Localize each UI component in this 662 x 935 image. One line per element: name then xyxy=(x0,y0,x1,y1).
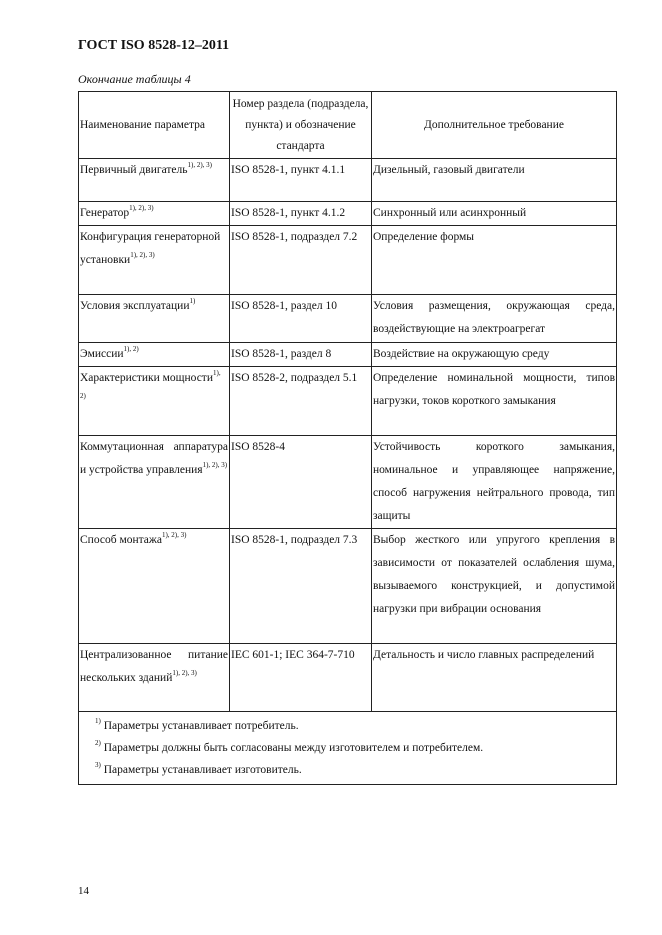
requirement-cell: Синхронный или асинхронный xyxy=(372,202,617,226)
footnote: $^{1)}$ Параметры устанавливает потребитель. xyxy=(95,717,299,732)
parameter-cell: Централизованное питание нескольких зданий$^{1), 2), 3)}$ xyxy=(79,644,230,712)
parameter-cell: Первичный двигатель$^{1), 2), 3)}$ xyxy=(79,159,230,202)
footnote: $^{2)}$ Параметры должны быть согласованы между изготовителем и потребителем. xyxy=(95,739,484,754)
parameter-cell: Конфигурация генераторной установки$^{1), 2), 3)}$ xyxy=(79,226,230,295)
table-row xyxy=(79,159,617,202)
column-header-parameter: Наименование параметра xyxy=(79,92,230,159)
footnote: $^{3)}$ Параметры устанавливает изготовитель. xyxy=(95,761,302,776)
requirement-cell: Дизельный, газовый двигатели xyxy=(372,159,617,202)
standard-cell: ISO 8528-1, пункт 4.1.2 xyxy=(230,202,372,226)
table-row xyxy=(79,202,617,226)
table-row xyxy=(79,226,617,295)
footnotes-cell xyxy=(79,712,617,785)
parameter-cell: Эмиссии$^{1), 2)}$ xyxy=(79,343,230,367)
parameter-cell: Характеристики мощности$^{1), 2)}$ xyxy=(79,367,230,436)
parameter-cell: Генератор$^{1), 2), 3)}$ xyxy=(79,202,230,226)
parameter-cell: Условия эксплуатации$^{1)}$ xyxy=(79,295,230,343)
table-caption: Окончание таблицы 4 xyxy=(78,72,191,86)
standard-cell: ISO 8528-4 xyxy=(230,436,372,529)
requirement-cell: Устойчивость короткого замыкания, номинальное и управляющее напряжение, способ нагружения нейтрального провода, тип защиты xyxy=(372,436,617,529)
table-row xyxy=(79,529,617,644)
page-number: 14 xyxy=(78,885,89,897)
document-header: ГОСТ ISO 8528-12–2011 xyxy=(78,38,230,53)
footnotes-row xyxy=(79,712,617,785)
requirement-cell: Воздействие на окружающую среду xyxy=(372,343,617,367)
requirement-cell: Условия размещения, окружающая среда, воздействующие на электроагрегат xyxy=(372,295,617,343)
standard-cell: ISO 8528-1, раздел 8 xyxy=(230,343,372,367)
table-row xyxy=(79,367,617,436)
requirement-cell: Детальность и число главных распределений xyxy=(372,644,617,712)
column-header-requirement: Дополнительное требование xyxy=(372,92,617,159)
table-row xyxy=(79,295,617,343)
standard-cell: ISO 8528-2, подраздел 5.1 xyxy=(230,367,372,436)
table-row xyxy=(79,644,617,712)
requirement-cell: Выбор жесткого или упругого крепления в зависимости от показателей ослабления шума, вызываемого конструкцией, и допустимой нагрузки при вибрации основания xyxy=(372,529,617,644)
requirement-cell: Определение номинальной мощности, типов нагрузки, токов короткого замыкания xyxy=(372,367,617,436)
requirement-cell: Определение формы xyxy=(372,226,617,295)
standard-cell: ISO 8528-1, раздел 10 xyxy=(230,295,372,343)
standard-cell: ISO 8528-1, подраздел 7.3 xyxy=(230,529,372,644)
parameter-cell: Коммутационная аппаратура и устройства управления$^{1), 2), 3)}$ xyxy=(79,436,230,529)
table-row xyxy=(79,343,617,367)
standard-cell: ISO 8528-1, подраздел 7.2 xyxy=(230,226,372,295)
parameter-cell: Способ монтажа$^{1), 2), 3)}$ xyxy=(79,529,230,644)
column-header-standard: Номер раздела (подраздела, пункта) и обозначение стандарта xyxy=(230,92,372,159)
table-row xyxy=(79,436,617,529)
requirements-table xyxy=(78,91,617,785)
standard-cell: ISO 8528-1, пункт 4.1.1 xyxy=(230,159,372,202)
standard-cell: IEC 601-1; IEC 364-7-710 xyxy=(230,644,372,712)
